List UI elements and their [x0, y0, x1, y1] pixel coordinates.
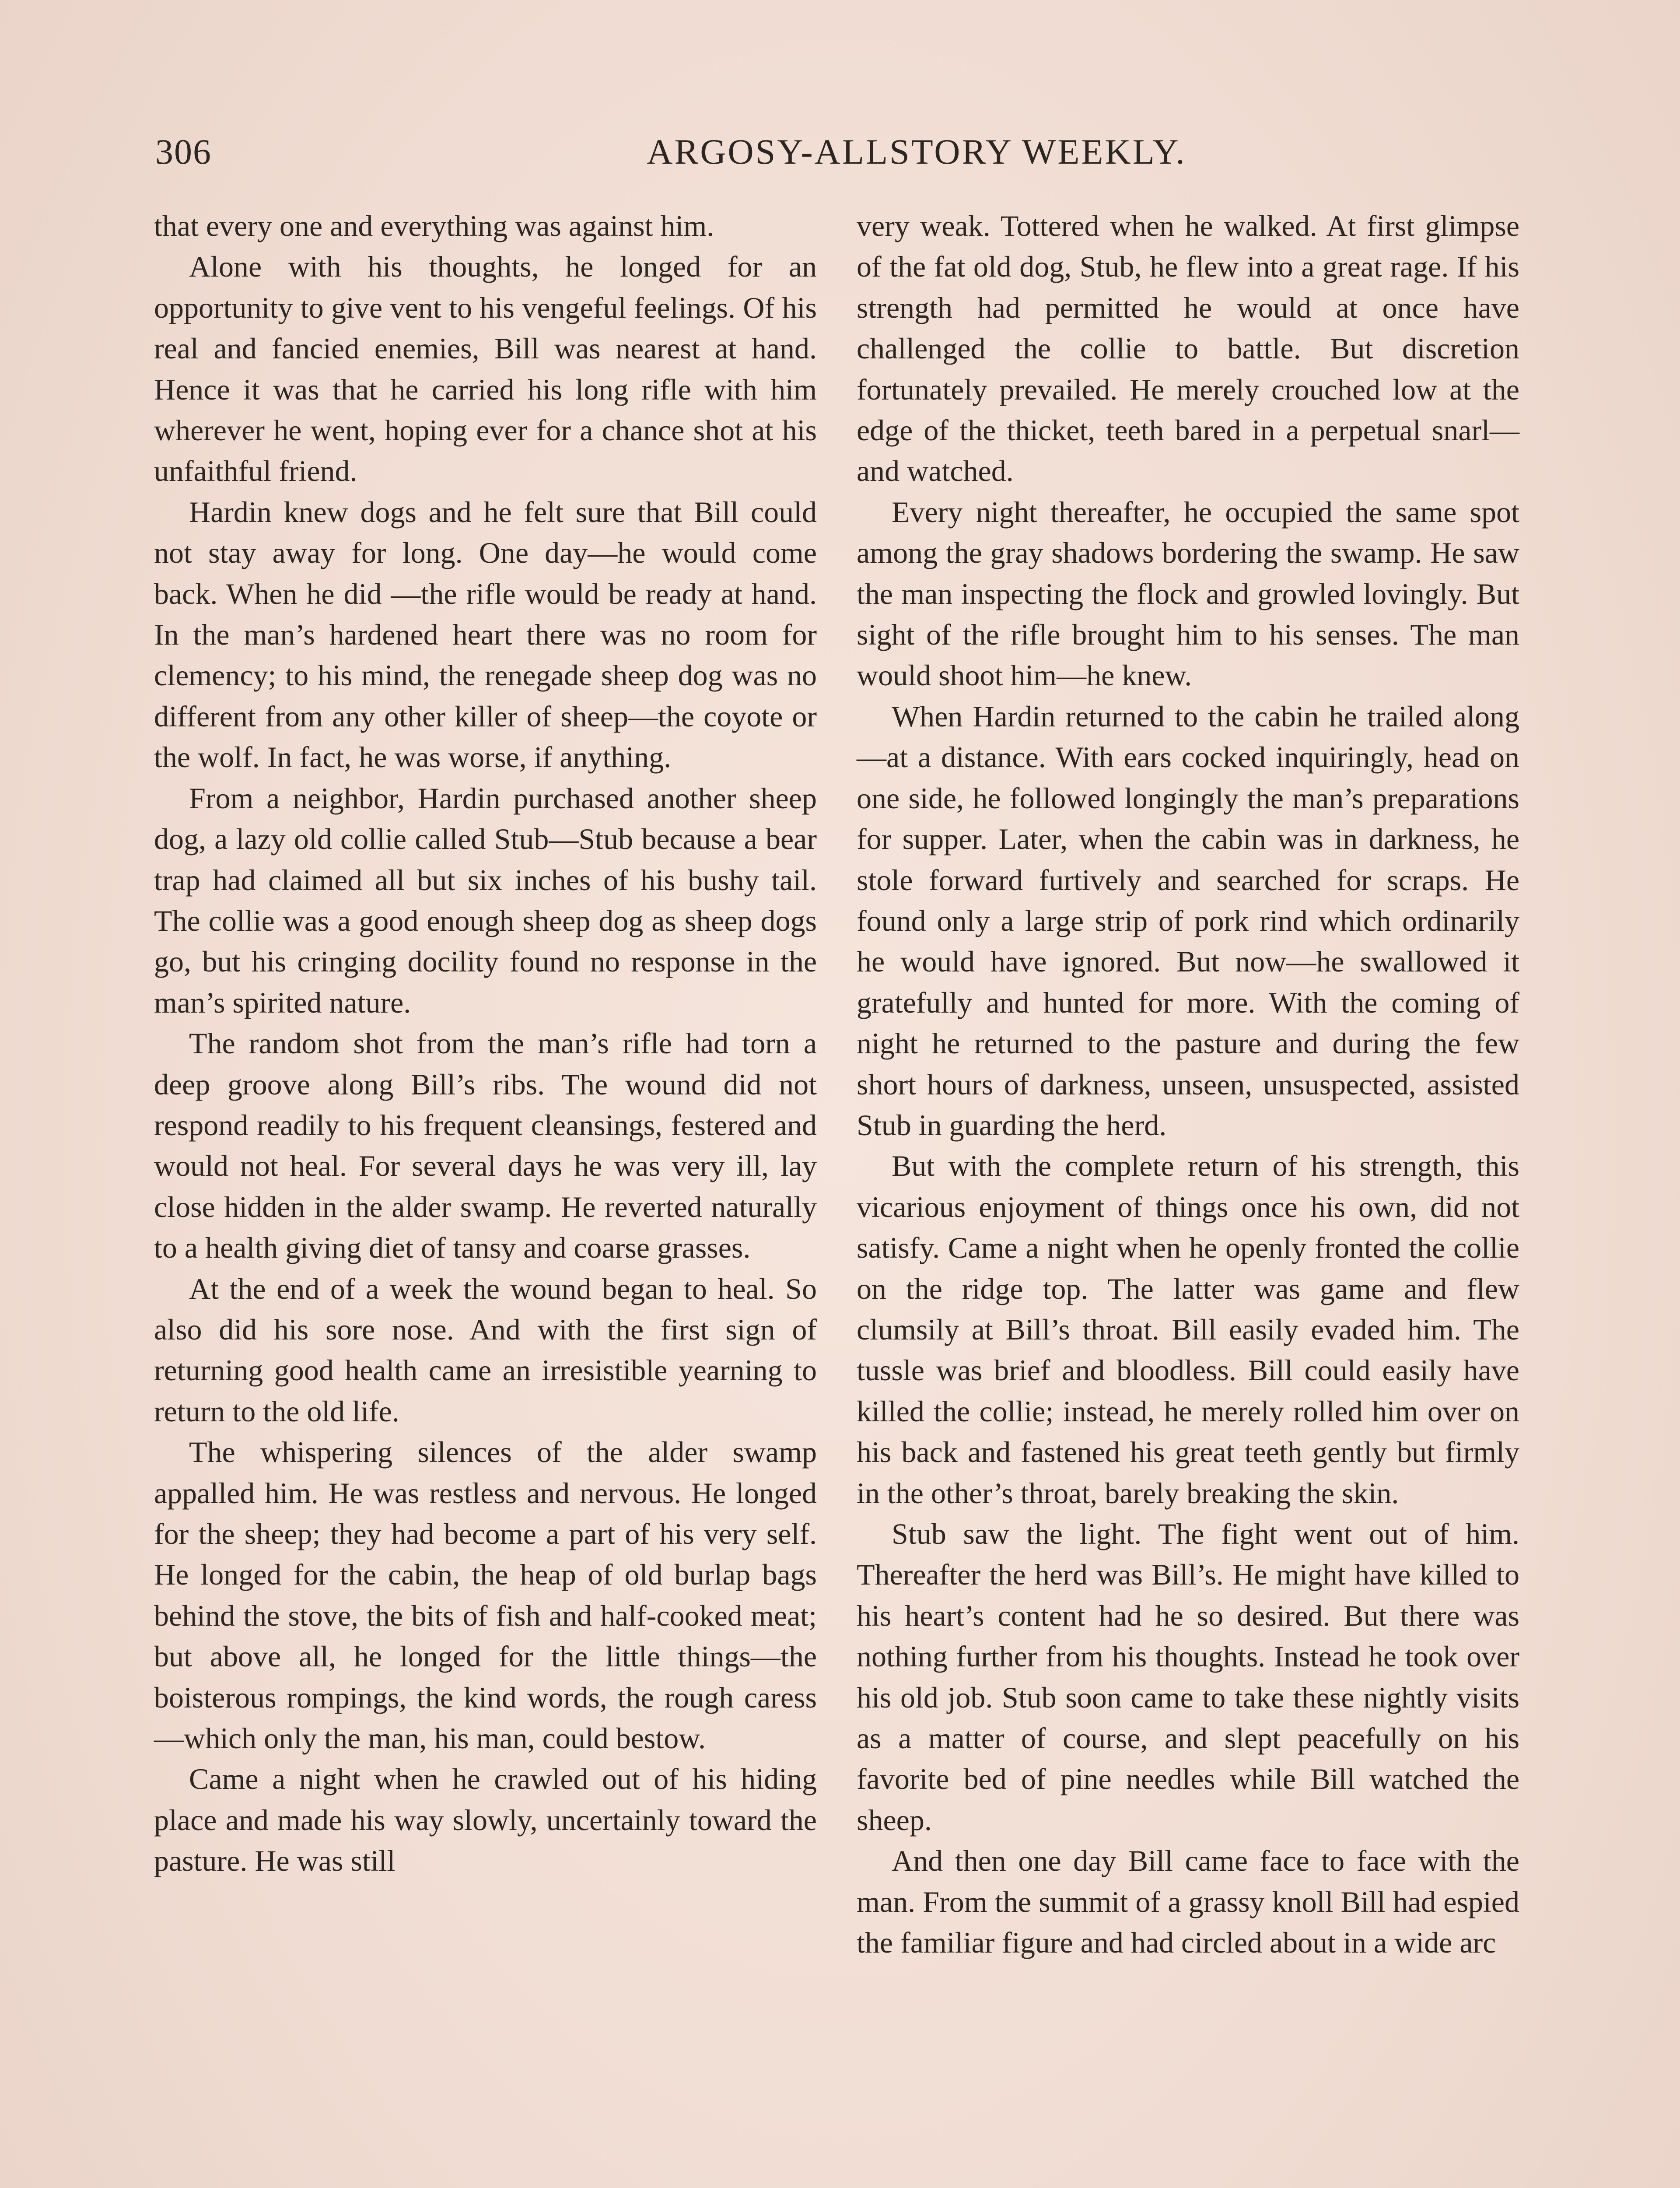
paragraph: But with the complete return of his strength, this vicarious enjoyment of things once his own, did not satisfy. Came a night when he openly fronted the collie on the ridge top. The latter was game and flew clumsily at Bill’s throat. Bill easily evaded him. The tussle was brief and bloodless. Bill could easily have killed the collie; instead, he merely rolled him over on his back and fastened his great teeth gently but firmly in the other’s throat, barely breaking the skin.: [857, 1149, 1519, 1510]
paragraph: Hardin knew dogs and he felt sure that Bill could not stay away for long. One day—he would come back. When he did —the rifle would be ready at hand. In the man’s hardened heart there was no room for clemency; to his mind, the renegade sheep dog was no different from any other killer of sheep—the coyote or the wolf. In fact, he was worse, if anything.: [154, 495, 817, 774]
paragraph: And then one day Bill came face to face with the man. From the summit of a grassy knoll Bill had espied the familiar figure and had circled about in a wide arc: [857, 1844, 1519, 1960]
paragraph: Stub saw the light. The fight went out of him. Thereafter the herd was Bill’s. He might have killed to his heart’s content had he so desired. But there was nothing further from his thoughts. Instead he took over his old job. Stub soon came to take these nightly visits as a matter of course, and slept peacefully on his favorite bed of pine needles while Bill watched the sheep.: [857, 1517, 1519, 1837]
paragraph: very weak. Tottered when he walked. At first glimpse of the fat old dog, Stub, he flew into a great rage. If his strength had permitted he would at once have challenged the collie to battle. But discretion fortunately prevailed. He merely crouched low at the edge of the thicket, teeth bared in a perpetual snarl—and watched.: [857, 209, 1519, 488]
paragraph: When Hardin returned to the cabin he trailed along—at a distance. With ears cocked inquiringly, head on one side, he followed longingly the man’s preparations for supper. Later, when the cabin was in darkness, he stole forward furtively and searched for scraps. He found only a large strip of pork rind which ordinarily he would have ignored. But now—he swallowed it gratefully and hunted for more. With the coming of night he returned to the pasture and during the few short hours of darkness, unseen, unsuspected, assisted Stub in guarding the herd.: [857, 699, 1519, 1142]
page-number: 306: [155, 132, 212, 172]
paragraph: Came a night when he crawled out of his hiding place and made his way slowly, uncertainly toward the pasture. He was still: [154, 1762, 817, 1878]
paragraph: Alone with his thoughts, he longed for an opportunity to give vent to his vengeful feelings. Of his real and fancied enemies, Bill was nearest at hand. Hence it was that he carried his long rifle with him wherever he went, hoping ever for a chance shot at his unfaithful friend.: [154, 250, 817, 488]
paragraph: At the end of a week the wound began to heal. So also did his sore nose. And with the first sign of returning good health came an irresistible yearning to return to the old life.: [154, 1272, 817, 1428]
right-column: [857, 206, 1519, 2188]
paragraph: that every one and everything was against him.: [154, 209, 714, 242]
running-head: ARGOSY-ALLSTORY WEEKLY.: [647, 132, 1186, 172]
paragraph: The random shot from the man’s rifle had torn a deep groove along Bill’s ribs. The wound did not respond readily to his frequent cleansings, festered and would not heal. For several days he was very ill, lay close hidden in the alder swamp. He reverted naturally to a health giving diet of tansy and coarse grasses.: [154, 1027, 817, 1265]
paragraph: Every night thereafter, he occupied the same spot among the gray shadows bordering the swamp. He saw the man inspecting the flock and growled lovingly. But sight of the rifle brought him to his senses. The man would shoot him—he knew.: [857, 495, 1519, 692]
paragraph: From a neighbor, Hardin purchased another sheep dog, a lazy old collie called Stub—Stub because a bear trap had claimed all but six inches of his bushy tail. The collie was a good enough sheep dog as sheep dogs go, but his cringing docility found no response in the man’s spirited nature.: [154, 781, 817, 1019]
page-header: [155, 128, 1617, 176]
left-column: [154, 206, 817, 2188]
paragraph: The whispering silences of the alder swamp appalled him. He was restless and nervous. He longed for the sheep; they had become a part of his very self. He longed for the cabin, the heap of old burlap bags behind the stove, the bits of fish and half-cooked meat; but above all, he longed for the little things—the boisterous rompings, the kind words, the rough caress —which only the man, his man, could bestow.: [154, 1435, 817, 1755]
